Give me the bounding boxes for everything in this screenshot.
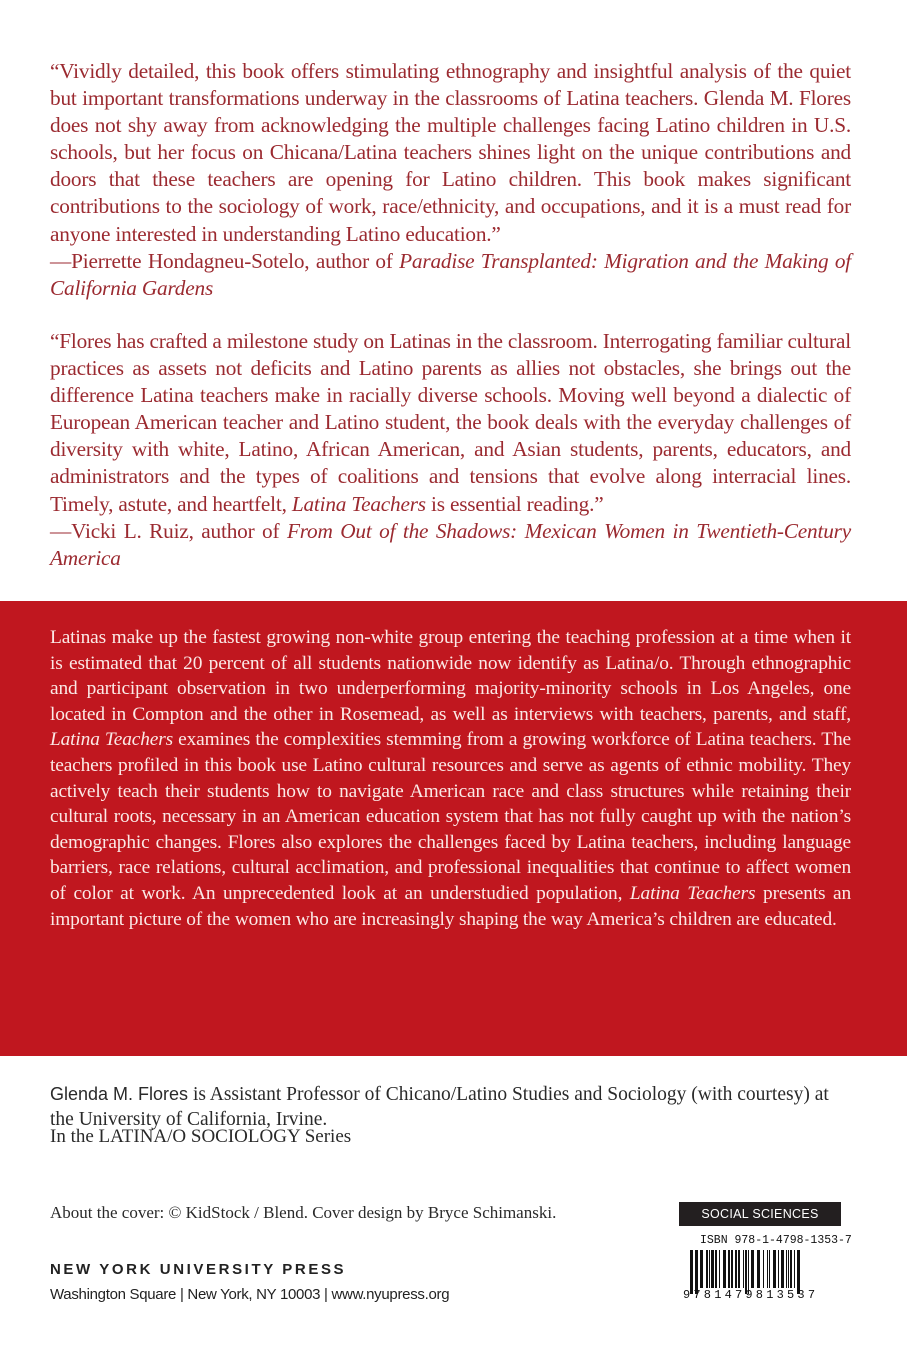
barcode-bar — [709, 1250, 710, 1288]
quote-book-title: Latina Teachers — [291, 491, 426, 516]
barcode-bar — [743, 1250, 744, 1288]
endorsement-quote-2 — [50, 328, 851, 572]
barcode-bar — [706, 1250, 708, 1288]
quote-attribution: —Pierrette Hondagneu-Sotelo, author of — [50, 248, 400, 273]
quote-text-end: is essential reading.” — [425, 491, 604, 516]
isbn-text: ISBN 978-1-4798-1353-7 — [700, 1234, 852, 1247]
quote-work-title: Paradise Transplanted: Migration and the Making of California Gardens — [50, 248, 851, 300]
barcode-bar — [731, 1250, 733, 1288]
book-title: Latina Teachers — [50, 729, 174, 751]
barcode-bar — [700, 1250, 703, 1288]
endorsement-quote-1 — [50, 58, 851, 302]
barcode-digits: 9781479813537 — [683, 1288, 819, 1302]
quote-work-title: From Out of the Shadows: Mexican Women in Twentieth-Century America — [50, 518, 852, 570]
barcode-bar — [751, 1250, 754, 1288]
quote-attribution: —Vicki L. Ruiz, author of — [50, 518, 287, 543]
publisher-address: Washington Square | New York, NY 10003 | www.nyupress.org — [50, 1286, 450, 1303]
barcode-bar — [715, 1250, 717, 1288]
publisher-name: NEW YORK UNIVERSITY PRESS — [50, 1261, 347, 1278]
book-title: Latina Teachers — [629, 882, 756, 904]
barcode-bar — [788, 1250, 789, 1288]
barcode-bar — [790, 1250, 792, 1288]
quote-text: “Flores has crafted a milestone study on Latinas in the classroom. Interrogating familiar cultural practices as assets not deficits and Latino parents as allies not obstacles, she brings out the difference Latina teachers make in racially diverse schools. Moving well beyond a dialectic of European American teacher and Latino student, the book deals with the everyday challenges of diversity with white, Latino, African American, and Asian students, parents, educators, and administrators and the types of coalitions and tensions that evolve along interracial lines. Timely, astute, and heartfelt, — [50, 329, 851, 516]
quote-text: “Vividly detailed, this book offers stimulating ethnography and insightful analysis of the quiet but important transformations underway in the classrooms of Latina teachers. Glenda M. Flores does not shy away from acknowledging the multiple challenges facing Latino children in U.S. schools, but her focus on Chicana/Latina teachers shines light on the unique contributions and doors that these teachers are opening for Latino children. This book makes significant contributions to the sociology of work, race/ethnicity, and occupations, and it is a must read for anyone interested in understanding Latino education.” — [50, 59, 851, 246]
author-bio-text: is Assistant Professor of Chicano/Latino Studies and Sociology (with courtesy) at the University of California, Irvine. — [50, 1084, 829, 1130]
book-description — [50, 625, 851, 932]
barcode-bar — [723, 1250, 726, 1288]
barcode-bar — [773, 1250, 776, 1288]
series-note: In the LATINA/O SOCIOLOGY Series — [50, 1126, 352, 1147]
barcode-bar — [781, 1250, 784, 1288]
barcode-bar — [763, 1250, 764, 1288]
barcode-bar — [767, 1250, 768, 1288]
description-text: Latinas make up the fastest growing non-white group entering the teaching profession at a time when it is estimated that 20 percent of all students nationwide now identify as Latina/o. Through ethnographic and participant observation in two underperforming majority-minority schools in Los Angeles, one located in Compton and the other in Rosemead, as well as interviews with teachers, parents, and staff, — [50, 627, 851, 725]
description-band — [0, 601, 907, 1056]
description-text: presents an important picture of the women who are increasingly shaping the way America’s children are educated. — [50, 882, 851, 930]
barcode-bar — [735, 1250, 737, 1288]
barcode-bar — [719, 1250, 720, 1288]
barcode-bar — [711, 1250, 714, 1288]
subject-label: SOCIAL SCIENCES — [679, 1202, 841, 1226]
barcode-bar — [794, 1250, 795, 1288]
barcode-bar — [738, 1250, 740, 1288]
author-name: Glenda M. Flores — [50, 1084, 189, 1104]
barcode-bar — [757, 1250, 760, 1288]
barcode-bar — [786, 1250, 787, 1288]
about-cover: About the cover: © KidStock / Blend. Cover design by Bryce Schimanski. — [50, 1203, 557, 1222]
barcode-bar — [778, 1250, 779, 1288]
author-bio — [50, 1082, 851, 1132]
barcode-bar — [728, 1250, 730, 1288]
description-text: examines the complexities stemming from a growing workforce of Latina teachers. The teachers profiled in this book use Latino cultural resources and serve as agents of ethnic mobility. They actively teach their students how to navigate American race and class structures while retaining their cultural roots, necessary in an American education system that has not fully caught up with the nation’s demographic changes. Flores also explores the challenges faced by Latina teachers, including language barriers, race relations, cultural acclimation, and professional inequalities that continue to affect women of color at work. An unprecedented look at an understudied population, — [50, 729, 851, 904]
barcode-bar — [769, 1250, 770, 1288]
